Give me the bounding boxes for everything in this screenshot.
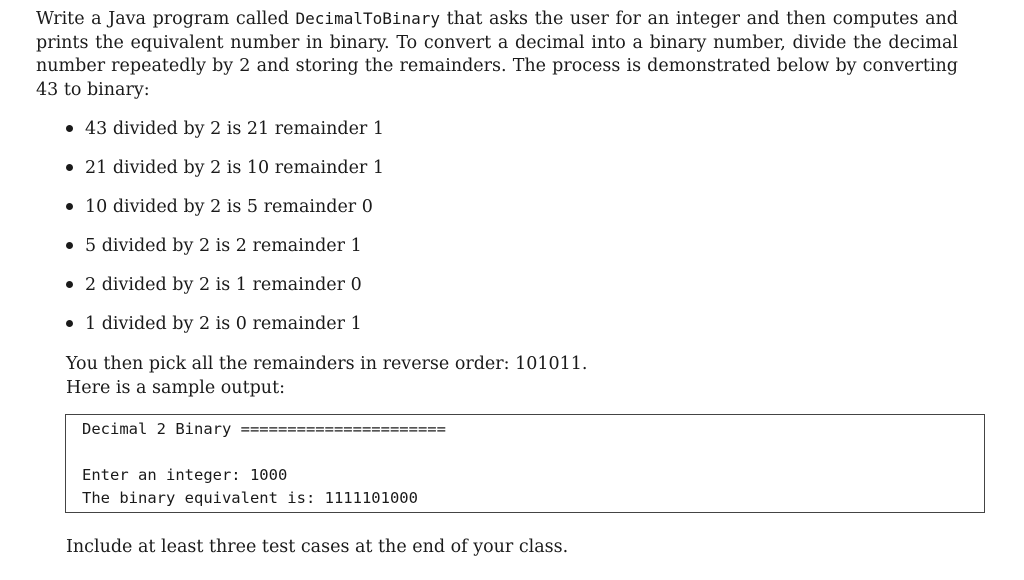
sample-output-header: Decimal 2 Binary ====================== (82, 420, 446, 438)
explanation-block (66, 353, 587, 400)
bullet-icon (66, 164, 73, 171)
step-text: 5 divided by 2 is 2 remainder 1 (85, 236, 362, 256)
sample-output-box (65, 414, 985, 513)
bullet-icon (66, 125, 73, 132)
bullet-icon (66, 203, 73, 210)
bullet-icon (66, 281, 73, 288)
list-item (66, 118, 384, 157)
class-name-code: DecimalToBinary (295, 9, 441, 28)
reverse-order-text: You then pick all the remainders in reverse order: 101011. (66, 354, 588, 374)
intro-text-rest: that asks the user for an integer and then computes and prints the equivalent number in binary. To convert a decimal into a binary number, divide the decimal number repeatedly by 2 and storing the remainders. The process is demonstrated below by converting 43 to binary: (36, 9, 958, 100)
intro-text-start: Write a Java program called (36, 9, 296, 29)
sample-output-result: The binary equivalent is: 1111101000 (82, 489, 418, 507)
step-text: 2 divided by 2 is 1 remainder 0 (85, 275, 362, 295)
step-text: 21 divided by 2 is 10 remainder 1 (85, 158, 384, 178)
bullet-icon (66, 242, 73, 249)
list-item (66, 196, 384, 235)
sample-output-prompt: Enter an integer: 1000 (82, 466, 288, 484)
step-text: 43 divided by 2 is 21 remainder 1 (85, 119, 384, 139)
bullet-icon (66, 320, 73, 327)
division-steps-list (66, 118, 384, 352)
test-cases-instruction: Include at least three test cases at the end of your class. (66, 537, 569, 557)
list-item (66, 313, 384, 352)
list-item (66, 235, 384, 274)
list-item (66, 157, 384, 196)
sample-output-label: Here is a sample output: (66, 377, 286, 398)
list-item (66, 274, 384, 313)
step-text: 1 divided by 2 is 0 remainder 1 (85, 314, 362, 334)
step-text: 10 divided by 2 is 5 remainder 0 (85, 197, 373, 217)
problem-statement (36, 7, 958, 102)
